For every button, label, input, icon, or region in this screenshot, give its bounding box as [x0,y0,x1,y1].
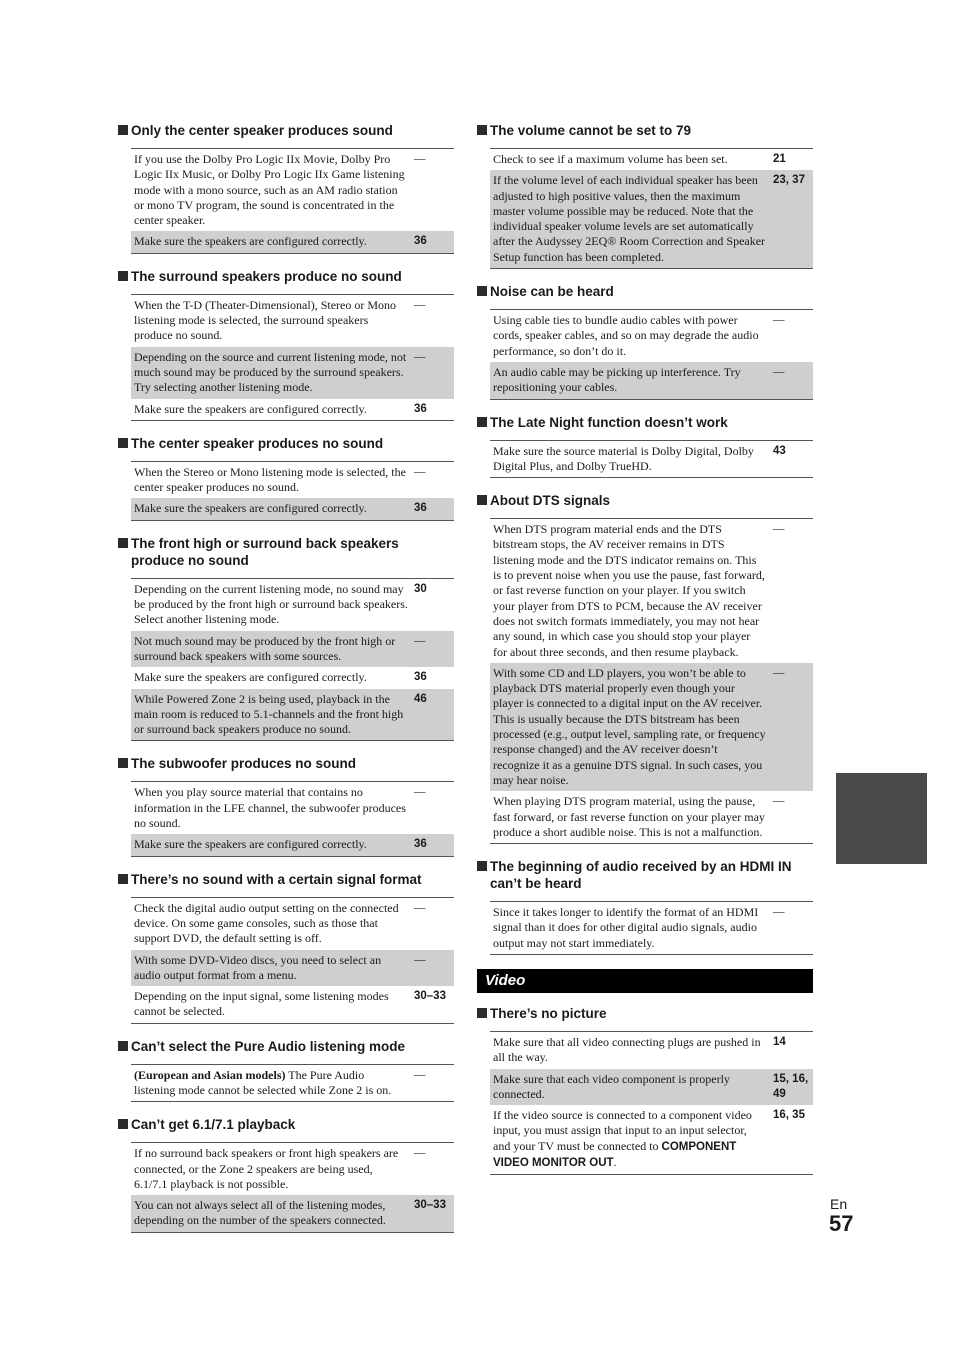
row-text-body: When the T-D (Theater-Dimensional), Stereo or Mono listening mode is selected, the surround speakers produce no sound. [134,297,397,343]
page-reference: 30–33 [414,1199,446,1212]
table-row [131,667,454,688]
page-reference: — [414,901,426,914]
page-reference: — [773,795,785,808]
section-heading [118,535,454,569]
troubleshooting-table [490,901,813,955]
row-text-body: Not much sound may be produced by the front high or surround back speakers with some sources. [134,633,396,663]
row-text-bold-prefix: (European and Asian models) [134,1067,286,1082]
section-heading [477,283,813,300]
row-text [493,794,767,840]
table-row [490,310,813,362]
section-heading [477,1005,813,1022]
section-title: The subwoofer produces no sound [131,756,357,772]
square-bullet-icon [118,125,128,135]
row-text-body: When the Stereo or Mono listening mode is selected, the center speaker produces no sound. [134,464,406,495]
section-heading [118,122,454,139]
square-bullet-icon [118,874,128,884]
row-text-body: If the volume level of each individual speaker has been adjusted to high positive values, then the maximum master volume possible may be reduced. Note that the individual speaker volume levels are set automatically after the Audyssey 2EQ® Room Correction and Speaker Setup function has been completed. [493,173,766,264]
row-text [134,465,408,496]
table-row [490,791,813,843]
square-bullet-icon [477,417,487,427]
row-text-body: When you play source material that contains no information in the LFE channel, the subwoofer produces no sound. [134,785,406,831]
page-reference: 36 [414,402,427,415]
row-text [134,670,408,685]
square-bullet-icon [118,1041,128,1051]
section-heading [118,268,454,285]
troubleshooting-section [477,858,813,955]
table-row [131,898,454,950]
page-language: En [830,1196,848,1212]
row-text-body: The Pure Audio listening mode cannot be selected while Zone 2 is on. [134,1067,392,1097]
table-row [131,498,454,519]
row-text-body: Make sure the speakers are configured correctly. [134,401,367,416]
section-heading [118,871,454,888]
square-bullet-icon [118,271,128,281]
table-row [490,170,813,268]
section-title: The volume cannot be set to 79 [490,123,692,138]
troubleshooting-section [118,268,454,421]
page-reference: — [414,786,426,799]
square-bullet-icon [477,495,487,505]
page-reference: 43 [773,444,786,457]
row-text-body: When DTS program material ends and the DTS bitstream stops, the AV receiver remains in DTS listening mode and the DTS indicator remains on. This is to prevent noise when you use the pause, fast forward, or fast reverse function on your player. If you switch your player from DTS to PCM, because the AV receiver does not switch formats immediately, you may not hear any sound, in which case you should stop your player for about three seconds, and then resume playback. [493,522,765,659]
row-text-body: Depending on the current listening mode, no sound may be produced by the front high or surround back speakers. Select another listening mode. [134,581,408,627]
row-text-body: Make sure the source material is Dolby Digital, Dolby Digital Plus, and Dolby TrueHD. [493,443,754,473]
table-row [490,441,813,478]
row-text [134,234,408,249]
row-text [134,582,408,628]
troubleshooting-table [490,309,813,399]
row-text-body: Depending on the source and current listening mode, not much sound may be produced by the surround speakers. Try selecting another listening mode. [134,349,407,395]
row-text [493,1108,767,1171]
square-bullet-icon [477,1008,487,1018]
page-reference: — [414,350,426,363]
page-reference: 16, 35 [773,1109,805,1122]
page-reference: 15, 16, 49 [773,1072,809,1100]
row-text [134,634,408,665]
troubleshooting-table [490,1031,813,1175]
row-text [493,522,767,660]
row-text [493,666,767,788]
row-text [134,692,408,738]
section-heading [118,435,454,452]
page-reference: 36 [414,235,427,248]
troubleshooting-section [477,283,813,399]
troubleshooting-table [131,1142,454,1232]
section-heading [477,858,813,892]
page-reference: — [773,314,785,327]
section-heading [118,1038,454,1055]
troubleshooting-table [131,578,454,742]
row-text [134,989,408,1020]
section-heading [477,492,813,509]
square-bullet-icon [118,758,128,768]
section-title: There’s no sound with a certain signal format [131,871,422,887]
row-text-body: With some DVD-Video discs, you need to select an audio output format from a menu. [134,952,382,982]
troubleshooting-section [118,871,454,1024]
row-text [134,152,408,228]
row-text-body: If the video source is connected to a component video input, you must assign that input to an input selector, and your TV must be connected to [493,1108,752,1153]
row-text [134,350,408,396]
row-text-body: Make sure that all video connecting plugs are pushed in all the way. [493,1034,761,1065]
row-text-tail: . [613,1155,617,1170]
row-text [493,152,767,167]
row-text [134,1198,408,1229]
table-row [131,462,454,499]
square-bullet-icon [118,1119,128,1129]
side-tab [836,773,927,864]
square-bullet-icon [477,286,487,296]
row-text-body: With some CD and LD players, you won’t be able to playback DTS material properly even though your player is connected to a digital input on the AV receiver. This is usually because the DTS bitstream has been processed (e.g., output level, sampling rate, or frequency response changed) and the AV receiver doesn’t recognize it as a genuine DTS signal. In such cases, you may hear noise. [493,665,766,787]
row-text [134,837,408,852]
row-text [493,1035,767,1066]
square-bullet-icon [118,538,128,548]
troubleshooting-section [118,122,454,254]
table-row [490,1069,813,1106]
troubleshooting-table [490,518,813,844]
table-row [490,663,813,791]
troubleshooting-table [490,148,813,269]
page-reference: 36 [414,502,427,515]
page-reference: 30–33 [414,990,446,1003]
table-row [490,1032,813,1069]
page-reference: — [773,523,785,536]
row-text [134,785,408,831]
troubleshooting-table [131,461,454,521]
page-reference: 14 [773,1035,786,1048]
page-reference: — [414,953,426,966]
row-text-body: While Powered Zone 2 is being used, playback in the main room is reduced to 5.1-channels and the front high or surround back speakers produce no sound. [134,691,404,737]
page-reference: — [773,906,785,919]
section-heading [118,755,454,772]
section-title: The Late Night function doesn’t work [490,414,728,430]
troubleshooting-table [131,897,454,1024]
row-text-body: Make sure the speakers are configured correctly. [134,837,367,852]
table-row [490,362,813,399]
page-reference: 30 [414,582,427,595]
page-reference: 36 [414,671,427,684]
section-title: Noise can be heard [490,284,614,300]
row-text-body: Since it takes longer to identify the format of an HDMI signal than it does for other digital audio signals, audio output may not start immediately. [493,905,759,950]
section-title: The beginning of audio received by an HDMI IN can’t be heard [490,859,792,892]
table-row [131,295,454,347]
table-row [131,231,454,252]
row-text-bold-suffix: COMPONENT VIDEO MONITOR OUT [493,1140,737,1170]
troubleshooting-table [131,781,454,856]
page-reference: — [414,298,426,311]
table-row [490,519,813,663]
table-row [131,399,454,420]
table-row [131,347,454,399]
row-text [493,905,767,951]
table-row [131,782,454,834]
page-reference: 46 [414,692,427,705]
page-reference: — [414,1068,426,1081]
page-reference: — [414,634,426,647]
troubleshooting-section [477,1005,813,1175]
troubleshooting-table [490,440,813,479]
section-heading [118,1116,454,1133]
troubleshooting-section [118,755,454,856]
troubleshooting-section [118,435,454,521]
table-row [131,149,454,231]
troubleshooting-section [477,122,813,269]
row-text [493,444,767,475]
row-text [493,1072,767,1103]
troubleshooting-table [131,1064,454,1103]
row-text-body: You can not always select all of the listening modes, depending on the number of the speakers connected. [134,1198,386,1228]
row-text [134,402,408,417]
row-text [134,1146,408,1192]
troubleshooting-section [118,1116,454,1232]
square-bullet-icon [477,861,487,871]
table-row [131,1195,454,1232]
table-row [131,986,454,1023]
square-bullet-icon [477,125,487,135]
table-row [131,689,454,741]
row-text-body: When playing DTS program material, using the pause, fast forward, or fast reverse function on your player may produce a short audible noise. This is not a malfunction. [493,794,765,839]
section-title: The surround speakers produce no sound [131,268,402,284]
row-text-body: Make sure that each video component is properly connected. [493,1071,730,1101]
row-text-body: Depending on the input signal, some listening modes cannot be selected. [134,989,389,1019]
troubleshooting-section [477,414,813,479]
section-heading [477,414,813,431]
table-row [131,579,454,631]
table-row [490,1105,813,1174]
row-text-body: If no surround back speakers or front high speakers are connected, or the Zone 2 speakers are being used, 6.1/7.1 playback is not possible. [134,1146,399,1191]
section-title: The center speaker produces no sound [131,435,384,451]
page-reference: — [414,465,426,478]
row-text [493,365,767,396]
row-text [134,298,408,344]
video-section-header: Video [477,969,813,993]
troubleshooting-table [131,148,454,254]
row-text-body: An audio cable may be picking up interference. Try repositioning your cables. [493,364,741,395]
row-text [134,901,408,947]
row-text-body: Check to see if a maximum volume has been set. [493,152,728,166]
table-row [490,149,813,170]
table-row [131,631,454,668]
section-title: Can’t select the Pure Audio listening mode [131,1038,406,1054]
page-reference: 21 [773,153,786,165]
row-text [134,1068,408,1099]
table-row [131,834,454,855]
row-text-body: Using cable ties to bundle audio cables with power cords, speaker cables, and so on may degrade the audio performance, so don’t do it. [493,313,759,358]
section-title: Can’t get 6.1/7.1 playback [131,1117,296,1133]
section-title: There’s no picture [490,1005,607,1021]
row-text-body: Make sure the speakers are configured correctly. [134,670,367,685]
right-column [477,122,813,1189]
row-text [134,953,408,984]
section-title: The front high or surround back speakers produce no sound [131,535,399,568]
page-reference: — [773,666,785,679]
page-number: 57 [829,1211,854,1236]
row-text [493,173,767,265]
troubleshooting-section [477,492,813,844]
page-reference: — [773,365,785,378]
section-heading [477,122,813,139]
section-title: About DTS signals [490,493,611,509]
square-bullet-icon [118,438,128,448]
row-text-body: Make sure the speakers are configured correctly. [134,234,367,249]
page-reference: 23, 37 [773,174,805,187]
row-text-body: Check the digital audio output setting on the connected device. On some game consoles, such as those that support DVD, the default setting is off. [134,900,399,946]
row-text [493,313,767,359]
table-row [131,1143,454,1195]
section-title: Only the center speaker produces sound [131,123,393,138]
table-row [131,1065,454,1102]
page-reference: 36 [414,838,427,851]
row-text [134,501,408,516]
troubleshooting-section [118,535,454,742]
left-column [118,122,454,1247]
troubleshooting-section [118,1038,454,1103]
page-reference: — [414,153,426,165]
row-text-body: If you use the Dolby Pro Logic IIx Movie, Dolby Pro Logic IIx Music, or Dolby Pro Logic IIx Game listening mode with a mono source, such as an AM radio station or mono TV program, the sound is concentrated in the center speaker. [134,152,405,228]
page-reference: — [414,1147,426,1160]
row-text-body: Make sure the speakers are configured correctly. [134,501,367,516]
table-row [490,902,813,954]
table-row [131,950,454,987]
troubleshooting-table [131,294,454,421]
